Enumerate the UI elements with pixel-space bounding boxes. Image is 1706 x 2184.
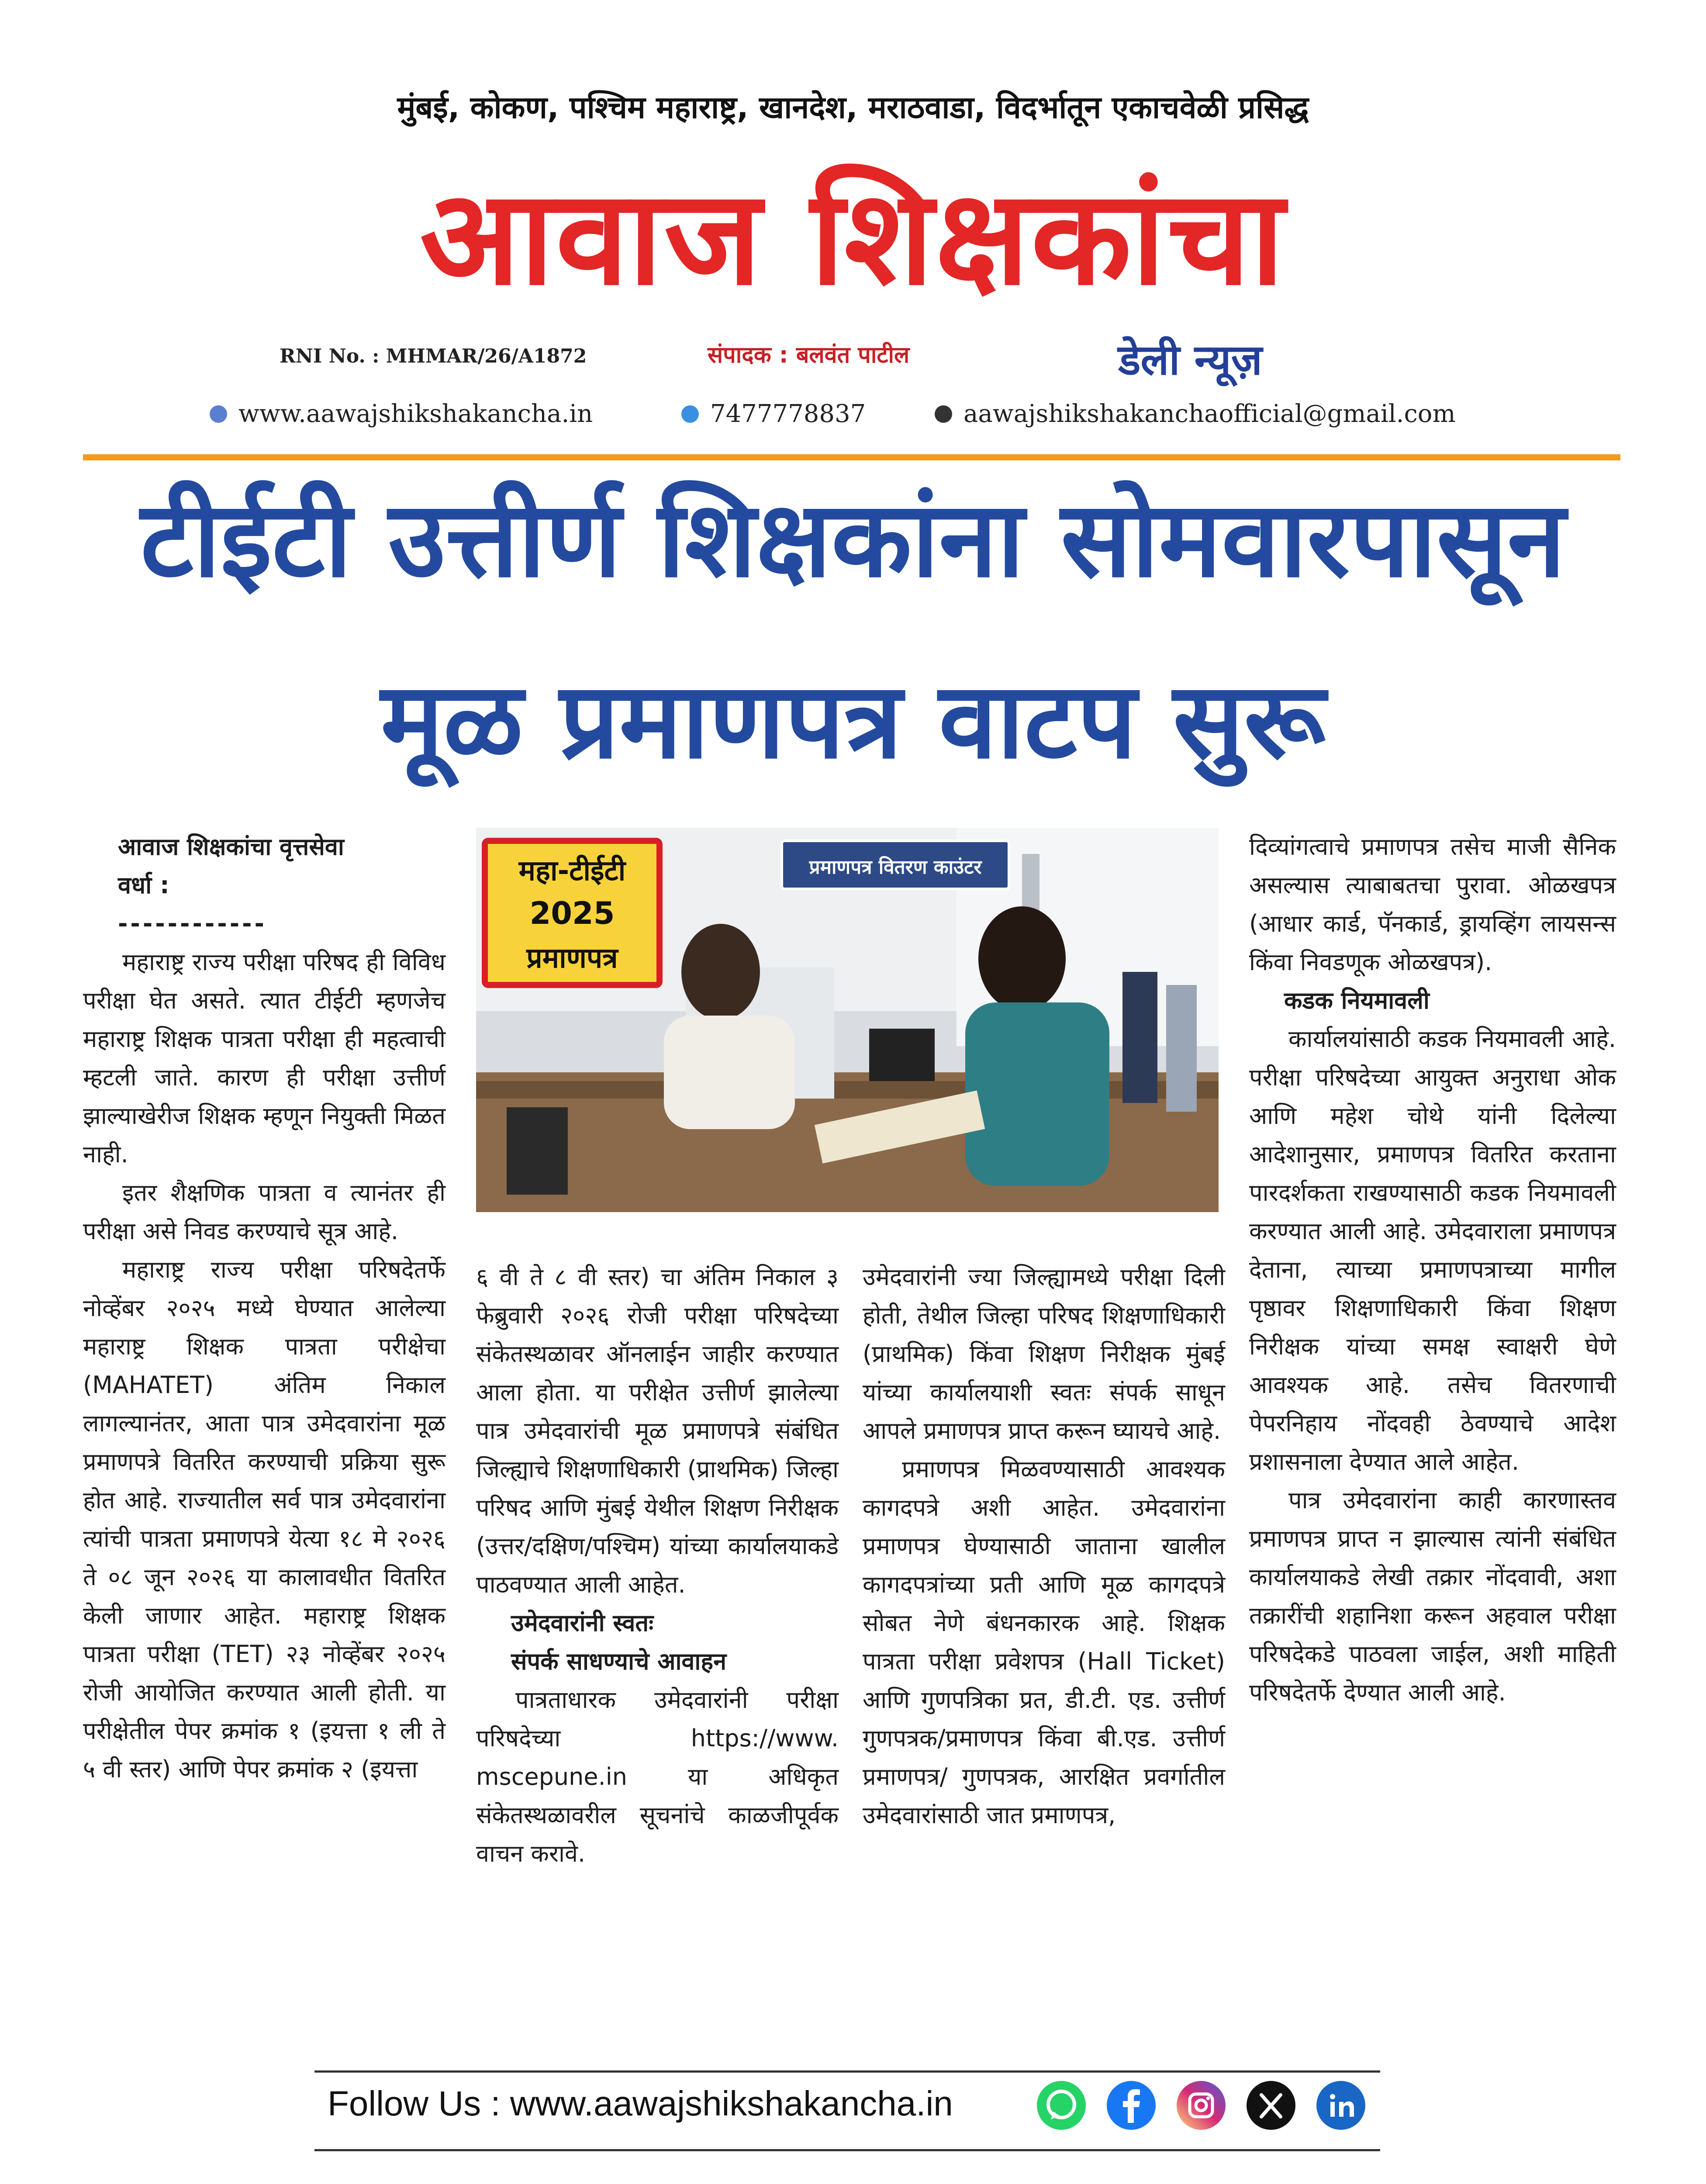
instagram-icon[interactable] — [1175, 2079, 1227, 2132]
phone-icon — [681, 405, 699, 423]
email-address[interactable]: aawajshikshakanchaofficial@gmail.com — [964, 400, 1456, 428]
col4-paragraph-2: कार्यालयांसाठी कडक नियमावली आहे. परीक्षा परिषदेच्या आयुक्त अनुराधा ओक आणि महेश चोथे यांनी दिलेल्या आदेशानुसार, प्रमाणपत्र वितरित करताना पारदर्शकता राखण्यासाठी कडक नियमावली करण्यात आली आहे. उमेदवाराला प्रमाणपत्र देताना, त्याच्या प्रमाणपत्राच्या मागील पृष्ठावर शिक्षणाधिकारी किंवा शिक्षण निरीक्षक यांच्या समक्ष स्वाक्षरी घेणे आवश्यक आहे. तसेच वितरणाची पेपरनिहाय नोंदवही ठेवण्याचे आदेश प्रशासनाला देण्यात आले आहेत. — [1249, 1025, 1616, 1476]
col1-paragraph-2: इतर शैक्षणिक पात्रता व त्यानंतर ही परीक्षा असे निवड करण्याचे सूत्र आहे. — [83, 1179, 445, 1245]
linkedin-icon[interactable] — [1315, 2079, 1367, 2132]
column-2 — [476, 1258, 839, 1873]
facebook-icon[interactable] — [1105, 2079, 1157, 2132]
follow-us-link[interactable]: Follow Us : www.aawajshikshakancha.in — [328, 2084, 953, 2123]
photo-illustration — [476, 828, 1219, 1212]
counter-sign: प्रमाणपत्र वितरण काउंटर — [809, 856, 982, 878]
website-link[interactable]: www.aawajshikshakancha.in — [238, 400, 593, 428]
article-photo — [476, 828, 1219, 1212]
column-4 — [1249, 828, 1616, 1712]
column-3 — [863, 1258, 1225, 1835]
headline-line-1: टीईटी उत्तीर्ण शिक्षकांना सोमवारपासून — [140, 478, 1566, 601]
website-contact[interactable] — [210, 400, 593, 428]
tagline: मुंबई, कोकण, पश्चिम महाराष्ट्र, खानदेश, मराठवाडा, विदर्भातून एकाचवेळी प्रसिद्ध — [397, 90, 1309, 125]
byline-service: आवाज शिक्षकांचा वृत्तसेवा — [118, 833, 344, 860]
col2-paragraph-1: ६ वी ते ८ वी स्तर) चा अंतिम निकाल ३ फेब्रुवारी २०२६ रोजी परीक्षा परिषदेच्या संकेतस्थळावर ऑनलाईन जाहीर करण्यात आला होता. या परीक्षेत उत्तीर्ण झालेल्या पात्र उमेदवारांची मूळ प्रमाणपत्रे संबंधित जिल्ह्याचे शिक्षणाधिकारी (प्राथमिक) जिल्हा परिषद आणि मुंबई येथील शिक्षण निरीक्षक (उत्तर/दक्षिण/पश्चिम) यांच्या कार्यालयाकडे पाठवण्यात आली आहेत. — [476, 1263, 839, 1598]
x-icon[interactable] — [1245, 2079, 1297, 2132]
col1-paragraph-3: महाराष्ट्र राज्य परीक्षा परिषदेतर्फे नोव्हेंबर २०२५ मध्ये घेण्यात आलेल्या महाराष्ट्र शिक्षक पात्रता परीक्षेचा (MAHATET) अंतिम निकाल लागल्यानंतर, आता पात्र उमेदवारांना मूळ प्रमाणपत्रे वितरित करण्याची प्रक्रिया सुरू होत आहे. राज्यातील सर्व पात्र उमेदवारांना त्यांची पात्रता प्रमाणपत्रे येत्या १८ मे २०२६ ते ०८ जून २०२६ या कालावधीत वितरित केली जाणार आहेत. महाराष्ट्र शिक्षक पात्रता परीक्षा (TET) २३ नोव्हेंबर २०२५ रोजी आयोजित करण्यात आली होती. या परीक्षेतील पेपर क्रमांक १ (इयत्ता १ ली ते ५ वी स्तर) आणि पेपर क्रमांक २ (इयत्ता — [83, 1256, 445, 1783]
header-divider — [83, 454, 1620, 460]
rni-number: RNI No. : MHMAR/26/A1872 — [280, 345, 587, 367]
editor-name: संपादक : बलवंत पाटील — [708, 342, 910, 368]
daily-news-label: डेली न्यूज़ — [1118, 335, 1262, 384]
col2-paragraph-2: पात्रताधारक उमेदवारांनी परीक्षा परिषदेच्या https://www. mscepune.in या अधिकृत संकेतस्थळावरील सूचनांचे काळजीपूर्वक वाचन करावे. — [476, 1686, 839, 1867]
globe-icon — [210, 405, 227, 423]
whatsapp-icon[interactable] — [1035, 2079, 1088, 2132]
footer-divider-top — [314, 2070, 1380, 2073]
footer-divider-bottom — [314, 2149, 1380, 2151]
col2-subheading-1: उमेदवारांनी स्वतः — [511, 1609, 654, 1637]
headline-line-2: मूळ प्रमाणपत्र वाटप सुरू — [380, 660, 1326, 782]
email-icon — [935, 405, 952, 423]
col2-subheading-2: संपर्क साधण्याचे आवाहन — [511, 1648, 727, 1675]
badge-line-1: महा-टीईटी — [518, 855, 626, 887]
phone-number[interactable]: 7477778837 — [710, 400, 866, 428]
byline-separator: ------------ — [118, 910, 267, 937]
masthead-title: आवाज शिक्षकांचा — [420, 162, 1286, 314]
column-1 — [83, 828, 445, 1789]
col3-paragraph-2: प्रमाणपत्र मिळवण्यासाठी आवश्यक कागदपत्रे अशी आहेत. उमेदवारांना प्रमाणपत्र घेण्यासाठी जाताना खालील कागदपत्रांच्या प्रती आणि मूळ कागदपत्रे सोबत नेणे बंधनकारक आहे. शिक्षक पात्रता परीक्षा प्रवेशपत्र (Hall Ticket) आणि गुणपत्रिका प्रत, डी.टी. एड. उत्तीर्ण गुणपत्रक/प्रमाणपत्र किंवा बी.एड. उत्तीर्ण प्रमाणपत्र/ गुणपत्रक, आरक्षित प्रवर्गातील उमेदवारांसाठी जात प्रमाणपत्र, — [863, 1455, 1225, 1829]
badge-line-3: प्रमाणपत्र — [526, 942, 618, 975]
col1-paragraph-1: महाराष्ट्र राज्य परीक्षा परिषद ही विविध परीक्षा घेत असते. त्यात टीईटी म्हणजेच महाराष्ट्र शिक्षक पात्रता परीक्षा ही महत्वाची म्हटली जाते. कारण ही परीक्षा उत्तीर्ण झाल्याखेरीज शिक्षक म्हणून नियुक्ती मिळत नाही. — [83, 948, 445, 1168]
email-contact[interactable] — [935, 400, 1456, 428]
col4-paragraph-3: पात्र उमेदवारांना काही कारणास्तव प्रमाणपत्र प्राप्त न झाल्यास त्यांनी संबंधित कार्यालयाकडे लेखी तक्रार नोंदवावी, अशा तक्रारींची शहानिशा करून अहवाल परीक्षा परिषदेकडे पाठवला जाईल, अशी माहिती परिषदेतर्फे देण्यात आली आहे. — [1249, 1486, 1616, 1706]
badge-line-2: 2025 — [529, 895, 615, 931]
col4-paragraph-1: दिव्यांगत्वाचे प्रमाणपत्र तसेच माजी सैनिक असल्यास त्याबाबतचा पुरावा. ओळखपत्र (आधार कार्ड, पॅनकार्ड, ड्रायव्हिंग लायसन्स किंवा निवडणूक ओळखपत्र). — [1249, 833, 1616, 976]
byline-place: वर्धा : — [118, 871, 169, 899]
col3-paragraph-1: उमेदवारांनी ज्या जिल्ह्यामध्ये परीक्षा दिली होती, तेथील जिल्हा परिषद शिक्षणाधिकारी (प्राथमिक) किंवा शिक्षण निरीक्षक मुंबई यांच्या कार्यालयाशी स्वतः संपर्क साधून आपले प्रमाणपत्र प्राप्त करून घ्यायचे आहे. — [863, 1263, 1225, 1444]
phone-contact[interactable] — [681, 400, 866, 428]
col4-subheading: कडक नियमावली — [1284, 987, 1430, 1014]
